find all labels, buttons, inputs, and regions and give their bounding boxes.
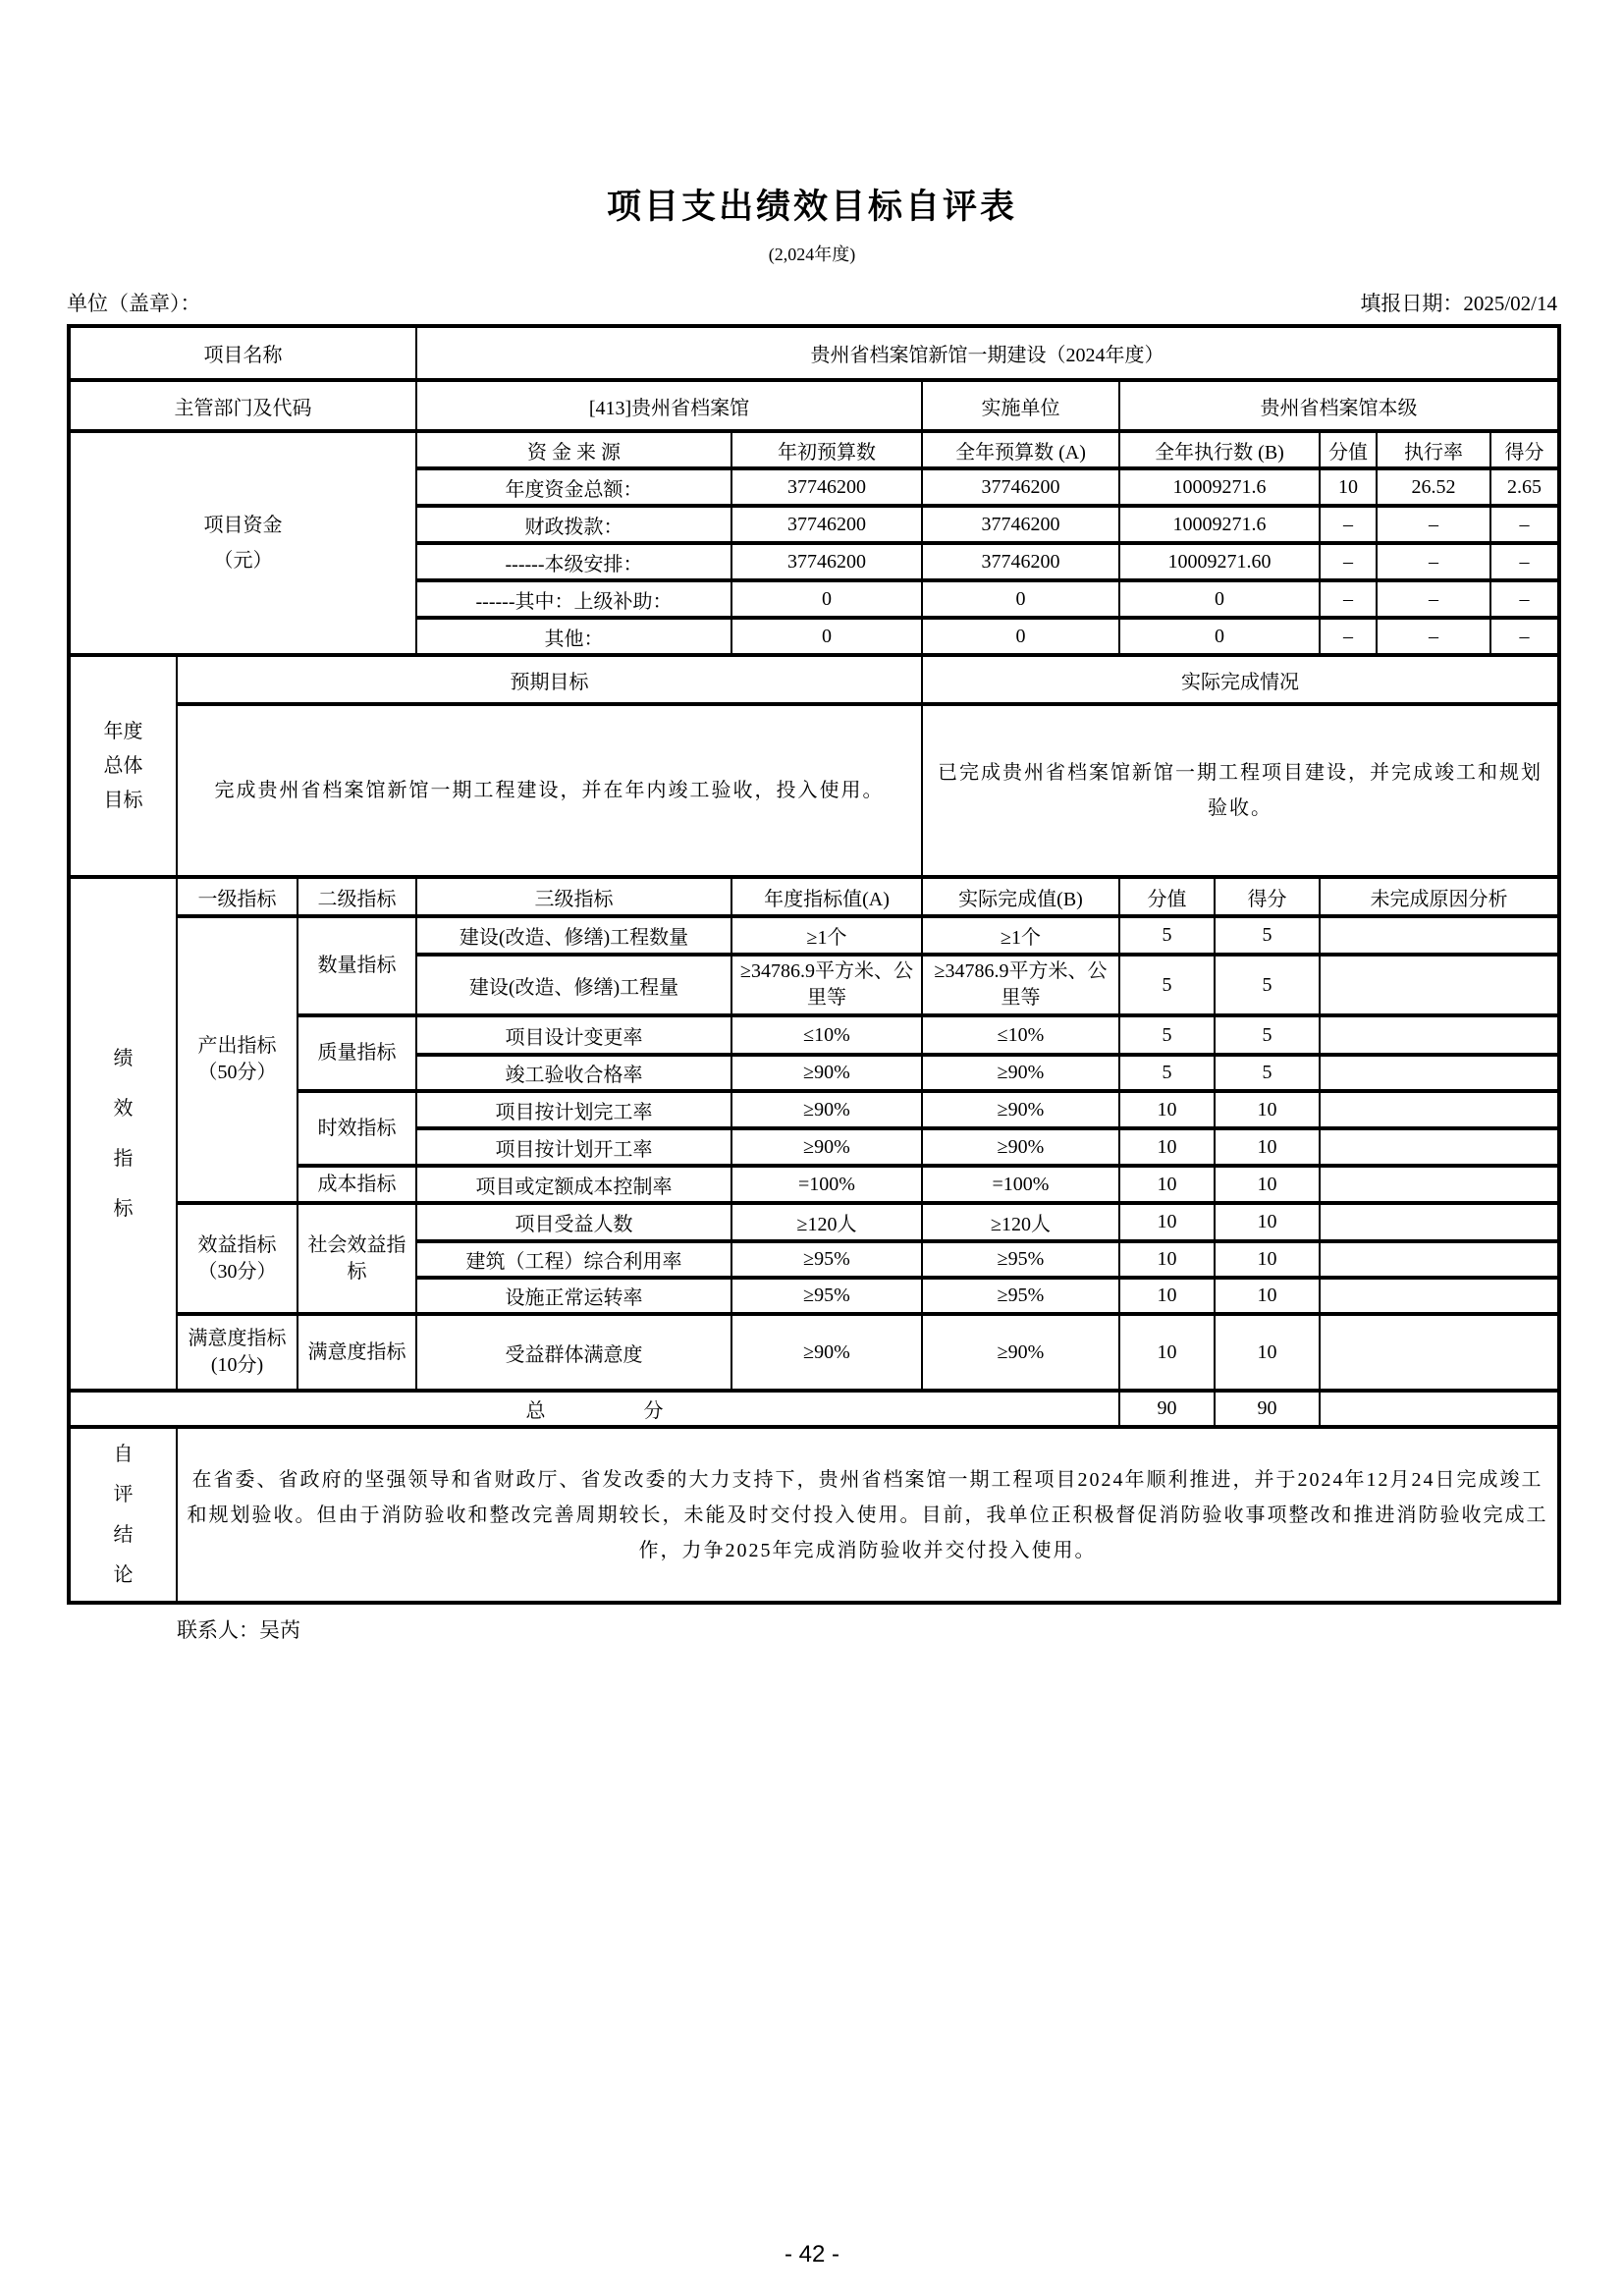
ind-l2: 社会效益指标 bbox=[298, 1203, 416, 1314]
impl-unit-value: 贵州省档案馆本级 bbox=[1119, 380, 1559, 431]
ind-l2: 成本指标 bbox=[298, 1166, 416, 1203]
funding-executed: 10009271.60 bbox=[1119, 543, 1320, 580]
ind-target: ≥120人 bbox=[731, 1203, 922, 1241]
funding-annual: 37746200 bbox=[922, 543, 1119, 580]
ind-reason-cell bbox=[1320, 1314, 1559, 1391]
funding-rate: – bbox=[1377, 506, 1490, 543]
ind-actual: ≥120人 bbox=[922, 1203, 1119, 1241]
ind-score: 10 bbox=[1215, 1128, 1320, 1166]
total-row bbox=[69, 1391, 1559, 1427]
ind-col-score: 得分 bbox=[1215, 877, 1320, 916]
ind-target: =100% bbox=[731, 1166, 922, 1203]
ind-actual: ≤10% bbox=[922, 1015, 1119, 1055]
ind-target: ≥90% bbox=[731, 1314, 922, 1391]
conclusion-section-label-text: 自评结论 bbox=[113, 1443, 134, 1586]
ind-name: 项目或定额成本控制率 bbox=[416, 1166, 731, 1203]
funding-initial: 37746200 bbox=[731, 543, 922, 580]
page-subtitle: (2,024年度) bbox=[768, 245, 856, 264]
ind-actual: ≥1个 bbox=[922, 916, 1119, 955]
funding-col-annual: 全年预算数 (A) bbox=[922, 431, 1119, 468]
ind-actual: ≥95% bbox=[922, 1241, 1119, 1278]
ind-weight: 10 bbox=[1119, 1166, 1215, 1203]
conclusion-text: 在省委、省政府的坚强领导和省财政厅、省发改委的大力支持下，贵州省档案馆一期工程项目2024年顺利推进，并于2024年12月24日完成竣工和规划验收。但由于消防验收和整改完善周期较长，未能及时交付投入使用。目前，我单位正积极督促消防验收事项整改和推进消防验收完成工作，力争2025年完成消防验收并交付投入使用。 bbox=[177, 1427, 1559, 1603]
ind-actual: ≥95% bbox=[922, 1278, 1119, 1314]
funding-annual: 37746200 bbox=[922, 506, 1119, 543]
funding-rate: 26.52 bbox=[1377, 468, 1490, 506]
funding-source: 其他： bbox=[416, 618, 731, 655]
ind-reason-cell bbox=[1320, 1091, 1559, 1128]
indicator-row bbox=[69, 1314, 1559, 1391]
project-name-value: 贵州省档案馆新馆一期建设（2024年度） bbox=[416, 326, 1559, 380]
ind-score: 5 bbox=[1215, 916, 1320, 955]
indicators-section-label bbox=[69, 877, 177, 1391]
funding-col-executed: 全年执行数 (B) bbox=[1119, 431, 1320, 468]
ind-reason-cell bbox=[1320, 1055, 1559, 1091]
ind-l1: 满意度指标(10分) bbox=[177, 1314, 298, 1391]
ind-score: 5 bbox=[1215, 1055, 1320, 1091]
ind-name: 竣工验收合格率 bbox=[416, 1055, 731, 1091]
ind-score: 10 bbox=[1215, 1091, 1320, 1128]
ind-l2: 时效指标 bbox=[298, 1091, 416, 1166]
indicator-row bbox=[69, 1203, 1559, 1241]
ind-target: ≥95% bbox=[731, 1241, 922, 1278]
funding-executed: 10009271.6 bbox=[1119, 468, 1320, 506]
funding-weight: – bbox=[1320, 580, 1377, 618]
funding-source: ------本级安排： bbox=[416, 543, 731, 580]
impl-unit-label: 实施单位 bbox=[922, 380, 1119, 431]
goal-section-label-text: 年度总体目标 bbox=[103, 720, 143, 811]
funding-source: 年度资金总额： bbox=[416, 468, 731, 506]
funding-score: 2.65 bbox=[1490, 468, 1559, 506]
ind-weight: 10 bbox=[1119, 1278, 1215, 1314]
ind-col-target: 年度指标值(A) bbox=[731, 877, 922, 916]
ind-col-weight: 分值 bbox=[1119, 877, 1215, 916]
funding-score: – bbox=[1490, 506, 1559, 543]
dept-value: [413]贵州省档案馆 bbox=[416, 380, 922, 431]
ind-weight: 5 bbox=[1119, 1055, 1215, 1091]
ind-name: 项目按计划开工率 bbox=[416, 1128, 731, 1166]
conclusion-section-label bbox=[69, 1427, 177, 1603]
goal-actual-header: 实际完成情况 bbox=[922, 655, 1559, 704]
ind-l1: 产出指标（50分） bbox=[177, 916, 298, 1203]
goal-expected-header: 预期目标 bbox=[177, 655, 922, 704]
funding-score: – bbox=[1490, 618, 1559, 655]
funding-col-source: 资 金 来 源 bbox=[416, 431, 731, 468]
total-reason-cell bbox=[1320, 1391, 1559, 1427]
ind-name: 建设(改造、修缮)工程数量 bbox=[416, 916, 731, 955]
total-label: 总 分 bbox=[69, 1391, 1119, 1427]
ind-weight: 10 bbox=[1119, 1241, 1215, 1278]
total-weight: 90 bbox=[1119, 1391, 1215, 1427]
page-number: - 42 - bbox=[784, 2241, 839, 2268]
dept-label: 主管部门及代码 bbox=[69, 380, 416, 431]
ind-col-l3: 三级指标 bbox=[416, 877, 731, 916]
ind-l2: 数量指标 bbox=[298, 916, 416, 1015]
ind-actual: ≥90% bbox=[922, 1055, 1119, 1091]
ind-target: ≤10% bbox=[731, 1015, 922, 1055]
ind-l1: 效益指标（30分） bbox=[177, 1203, 298, 1314]
ind-l2: 质量指标 bbox=[298, 1015, 416, 1091]
funding-rate: – bbox=[1377, 543, 1490, 580]
funding-executed: 10009271.6 bbox=[1119, 506, 1320, 543]
ind-actual: ≥90% bbox=[922, 1314, 1119, 1391]
ind-weight: 5 bbox=[1119, 916, 1215, 955]
ind-reason-cell bbox=[1320, 1278, 1559, 1314]
ind-target: ≥90% bbox=[731, 1128, 922, 1166]
ind-target: ≥95% bbox=[731, 1278, 922, 1314]
funding-weight: – bbox=[1320, 618, 1377, 655]
ind-weight: 10 bbox=[1119, 1314, 1215, 1391]
ind-l2: 满意度指标 bbox=[298, 1314, 416, 1391]
ind-score: 10 bbox=[1215, 1166, 1320, 1203]
ind-actual: ≥90% bbox=[922, 1091, 1119, 1128]
ind-actual: ≥90% bbox=[922, 1128, 1119, 1166]
funding-col-weight: 分值 bbox=[1320, 431, 1377, 468]
funding-col-rate: 执行率 bbox=[1377, 431, 1490, 468]
funding-annual: 0 bbox=[922, 618, 1119, 655]
ind-reason-cell bbox=[1320, 1015, 1559, 1055]
ind-weight: 10 bbox=[1119, 1203, 1215, 1241]
ind-name: 建筑（工程）综合利用率 bbox=[416, 1241, 731, 1278]
ind-target: ≥1个 bbox=[731, 916, 922, 955]
ind-weight: 5 bbox=[1119, 955, 1215, 1015]
ind-col-l2: 二级指标 bbox=[298, 877, 416, 916]
funding-rate: – bbox=[1377, 580, 1490, 618]
ind-name: 建设(改造、修缮)工程量 bbox=[416, 955, 731, 1015]
ind-reason-cell bbox=[1320, 1203, 1559, 1241]
indicator-row bbox=[69, 916, 1559, 955]
ind-score: 10 bbox=[1215, 1241, 1320, 1278]
funding-col-initial: 年初预算数 bbox=[731, 431, 922, 468]
funding-label-line1: 项目资金 bbox=[203, 515, 283, 536]
funding-section-label bbox=[69, 431, 416, 655]
ind-actual: =100% bbox=[922, 1166, 1119, 1203]
funding-executed: 0 bbox=[1119, 580, 1320, 618]
funding-weight: – bbox=[1320, 543, 1377, 580]
ind-score: 5 bbox=[1215, 955, 1320, 1015]
funding-label-line2: （元） bbox=[213, 550, 273, 572]
ind-reason-cell bbox=[1320, 916, 1559, 955]
ind-score: 10 bbox=[1215, 1278, 1320, 1314]
ind-target: ≥90% bbox=[731, 1091, 922, 1128]
ind-reason-cell bbox=[1320, 1166, 1559, 1203]
ind-score: 10 bbox=[1215, 1203, 1320, 1241]
funding-initial: 37746200 bbox=[731, 506, 922, 543]
funding-weight: 10 bbox=[1320, 468, 1377, 506]
ind-col-reason: 未完成原因分析 bbox=[1320, 877, 1559, 916]
ind-actual: ≥34786.9平方米、公里等 bbox=[922, 955, 1119, 1015]
funding-annual: 0 bbox=[922, 580, 1119, 618]
funding-initial: 0 bbox=[731, 580, 922, 618]
ind-weight: 10 bbox=[1119, 1091, 1215, 1128]
ind-score: 5 bbox=[1215, 1015, 1320, 1055]
ind-name: 项目受益人数 bbox=[416, 1203, 731, 1241]
document-content bbox=[67, 0, 1557, 1644]
ind-target: ≥34786.9平方米、公里等 bbox=[731, 955, 922, 1015]
meta-row bbox=[67, 288, 1557, 317]
ind-name: 项目按计划完工率 bbox=[416, 1091, 731, 1128]
funding-annual: 37746200 bbox=[922, 468, 1119, 506]
ind-target: ≥90% bbox=[731, 1055, 922, 1091]
funding-score: – bbox=[1490, 543, 1559, 580]
report-date: 填报日期：2025/02/14 bbox=[1360, 292, 1557, 315]
ind-weight: 10 bbox=[1119, 1128, 1215, 1166]
funding-source: ------其中：上级补助： bbox=[416, 580, 731, 618]
page-title: 项目支出绩效目标自评表 bbox=[606, 188, 1017, 226]
funding-initial: 37746200 bbox=[731, 468, 922, 506]
ind-col-actual: 实际完成值(B) bbox=[922, 877, 1119, 916]
ind-name: 项目设计变更率 bbox=[416, 1015, 731, 1055]
ind-name: 受益群体满意度 bbox=[416, 1314, 731, 1391]
funding-weight: – bbox=[1320, 506, 1377, 543]
self-evaluation-table bbox=[67, 324, 1561, 1605]
funding-col-score: 得分 bbox=[1490, 431, 1559, 468]
ind-reason-cell bbox=[1320, 955, 1559, 1015]
total-score: 90 bbox=[1215, 1391, 1320, 1427]
ind-score: 10 bbox=[1215, 1314, 1320, 1391]
project-name-label: 项目名称 bbox=[69, 326, 416, 380]
ind-reason-cell bbox=[1320, 1241, 1559, 1278]
indicators-section-label-text: 绩效指标 bbox=[113, 1047, 134, 1220]
funding-initial: 0 bbox=[731, 618, 922, 655]
funding-rate: – bbox=[1377, 618, 1490, 655]
ind-col-l1: 一级指标 bbox=[177, 877, 298, 916]
funding-executed: 0 bbox=[1119, 618, 1320, 655]
ind-weight: 5 bbox=[1119, 1015, 1215, 1055]
ind-reason-cell bbox=[1320, 1128, 1559, 1166]
unit-seal-label: 单位（盖章）： bbox=[67, 292, 201, 315]
funding-source: 财政拨款： bbox=[416, 506, 731, 543]
funding-score: – bbox=[1490, 580, 1559, 618]
goal-section-label bbox=[69, 655, 177, 877]
goal-actual-text: 已完成贵州省档案馆新馆一期工程项目建设，并完成竣工和规划验收。 bbox=[922, 704, 1559, 877]
goal-expected-text: 完成贵州省档案馆新馆一期工程建设，并在年内竣工验收，投入使用。 bbox=[177, 704, 922, 877]
contact-line: 联系人：吴芮 bbox=[177, 1618, 300, 1642]
ind-name: 设施正常运转率 bbox=[416, 1278, 731, 1314]
